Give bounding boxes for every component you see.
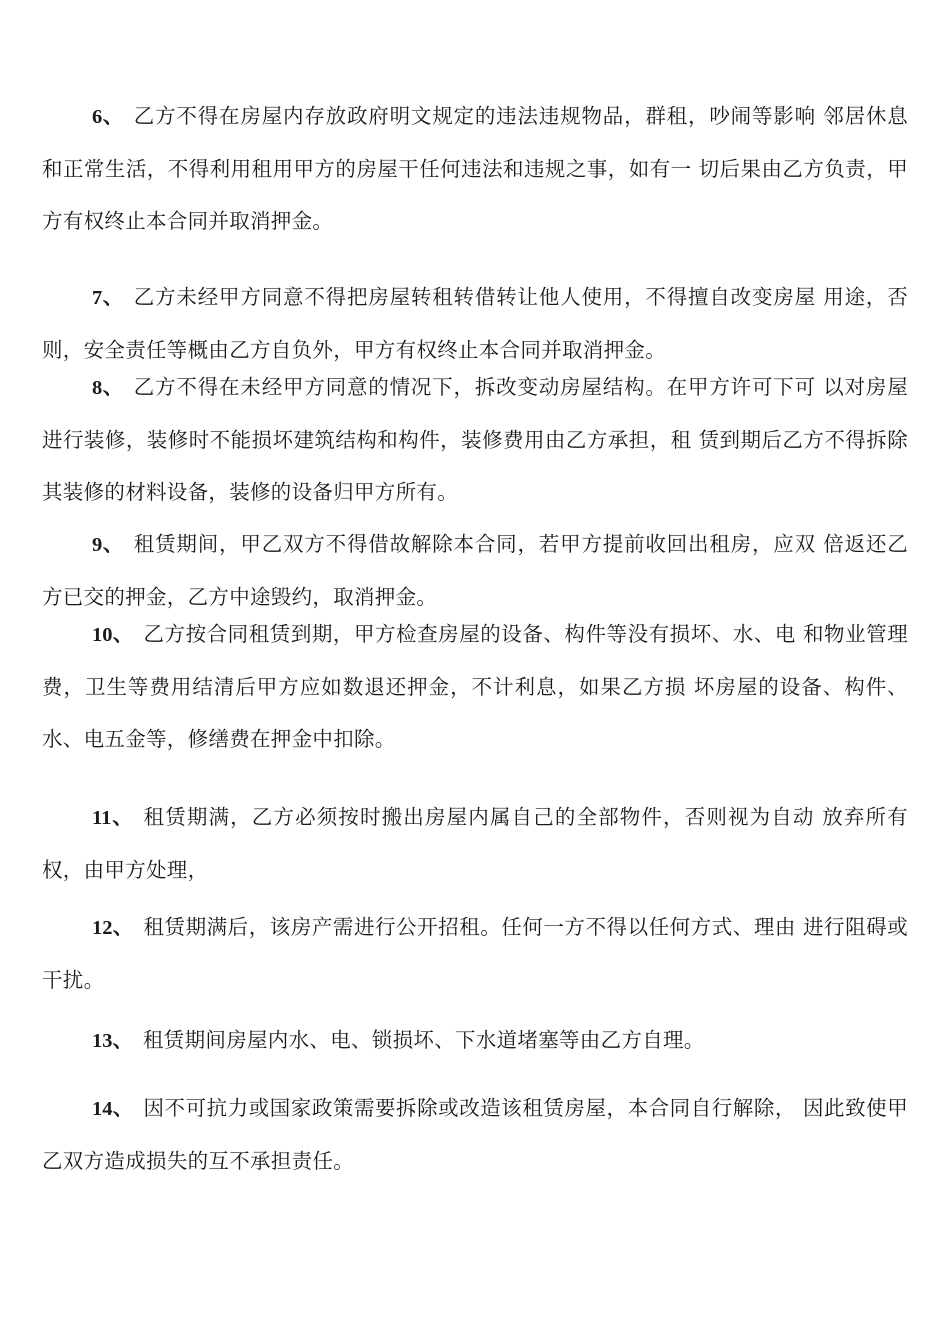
clause-13 [42, 1014, 908, 1067]
clause-number: 9、 [92, 534, 124, 556]
clause-text: 租赁期满后，该房产需进行公开招租。任何一方不得以任何方式、理由 进行阻碍或干扰。 [42, 915, 908, 992]
clause-text: 乙方按合同租赁到期，甲方检查房屋的设备、构件等没有损坏、水、电 和物业管理费，卫生等费用结清后甲方应如数退还押金，不计利息，如果乙方损 坏房屋的设备、构件、水、电五金等，修缮费在押金中扣除。 [42, 622, 908, 751]
clause-text: 乙方未经甲方同意不得把房屋转租转借转让他人使用，不得擅自改变房屋 用途，否则，安全责任等概由乙方自负外，甲方有权终止本合同并取消押金。 [42, 285, 909, 362]
clause-14 [42, 1082, 908, 1187]
clause-text: 租赁期满，乙方必须按时搬出房屋内属自己的全部物件，否则视为自动 放弃所有权，由甲方处理， [42, 805, 908, 882]
clause-10 [42, 608, 908, 765]
clause-number: 13、 [92, 1030, 133, 1052]
clause-text: 租赁期间房屋内水、电、锁损坏、下水道堵塞等由乙方自理。 [143, 1028, 705, 1052]
clause-12 [42, 901, 908, 1006]
clause-number: 8、 [92, 377, 124, 399]
clause-8 [42, 361, 908, 518]
clause-number: 6、 [92, 106, 124, 128]
clause-text: 乙方不得在房屋内存放政府明文规定的违法违规物品，群租，吵闹等影响 邻居休息和正常生活，不得利用租用甲方的房屋干任何违法和违规之事，如有一 切后果由乙方负责，甲方有权终止本合同并取消押金。 [42, 104, 909, 233]
clause-number: 7、 [92, 287, 124, 309]
clause-number: 11、 [92, 807, 134, 829]
clause-11 [42, 791, 908, 896]
clause-6 [42, 90, 908, 247]
clause-number: 14、 [92, 1098, 134, 1120]
clause-text: 租赁期间，甲乙双方不得借故解除本合同，若甲方提前收回出租房，应双 倍返还乙方已交的押金，乙方中途毁约，取消押金。 [42, 532, 909, 609]
clause-number: 12、 [92, 917, 134, 939]
clause-number: 10、 [92, 624, 134, 646]
clause-text: 乙方不得在未经甲方同意的情况下，拆改变动房屋结构。在甲方许可下可 以对房屋进行装修，装修时不能损坏建筑结构和构件，装修费用由乙方承担，租 赁到期后乙方不得拆除其装修的材料设备，装修的设备归甲方所有。 [42, 375, 909, 504]
clause-text: 因不可抗力或国家政策需要拆除或改造该租赁房屋，本合同自行解除， 因此致使甲乙双方造成损失的互不承担责任。 [42, 1096, 908, 1173]
